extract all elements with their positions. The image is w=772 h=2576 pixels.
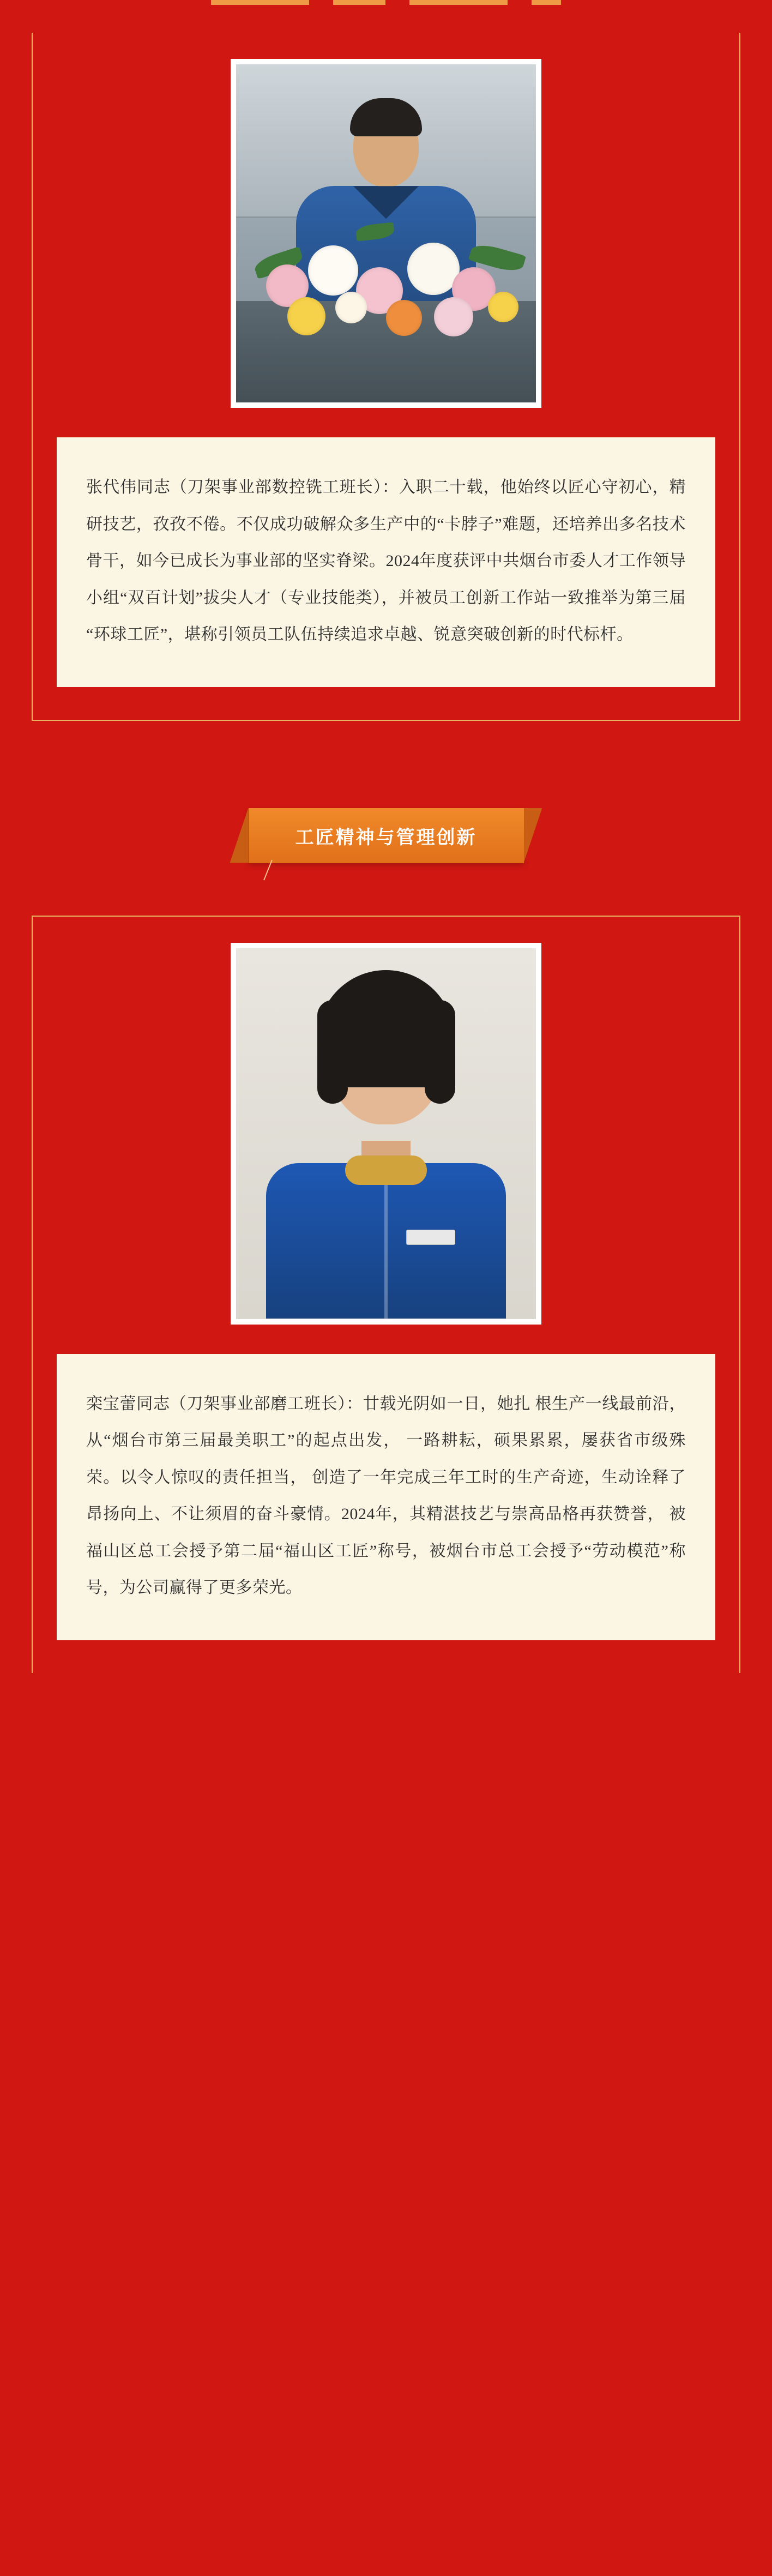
portrait-photo-zhang	[231, 59, 541, 408]
bio-card-luan	[57, 1354, 715, 1640]
employee-badge	[406, 1230, 455, 1245]
section-zhang	[0, 0, 772, 743]
flower-bouquet	[236, 213, 536, 348]
bio-text-zhang: 张代伟同志（刀架事业部数控铣工班长）：入职二十载，他始终以匠心守初心，精研技艺，孜孜不倦。不仅成功破解众多生产中的“卡脖子”难题，还培养出多名技术骨干，如今已成长为事业部的坚实脊梁。2024年度获评中共烟台市委人才工作领导小组“双百计划”拔尖人才（专业技能类），并被员工创新工作站一致推举为第三届“环球工匠”，堪称引领员工队伍持续追求卓越、锐意突破创新的时代标杆。	[86, 478, 686, 643]
ribbon-notch	[263, 859, 273, 880]
portrait-photo-luan	[231, 943, 541, 1325]
photo-container-zhang	[33, 33, 739, 408]
photo-container-luan	[33, 917, 739, 1325]
section-luan	[0, 916, 772, 1728]
ribbon-tail-right	[524, 808, 542, 863]
gold-frame-zhang	[32, 33, 740, 721]
bio-text-luan: 栾宝蕾同志（刀架事业部磨工班长）：廿载光阴如一日，她扎 根生产一线最前沿，从“烟台市第三届最美职工”的起点出发， 一路耕耘，硕果累累，屡获省市级殊荣。以令人惊叹的责任担当， 创造了一年完成三年工时的生产奇迹，生动诠释了昂扬向上、不让须眉的奋斗豪情。2024年，其精湛技艺与崇高品格再获赞誉， 被福山区总工会授予第二届“福山区工匠”称号，被烟台市总工会授予“劳动模范”称号，为公司赢得了更多荣光。	[86, 1394, 686, 1597]
ribbon-banner	[249, 808, 524, 863]
gold-frame-luan	[32, 916, 740, 1673]
section-heading-ribbon	[0, 743, 772, 916]
ribbon-tail-left	[230, 808, 249, 863]
bio-card-zhang	[57, 437, 715, 687]
ribbon-label: 工匠精神与管理创新	[295, 827, 477, 848]
